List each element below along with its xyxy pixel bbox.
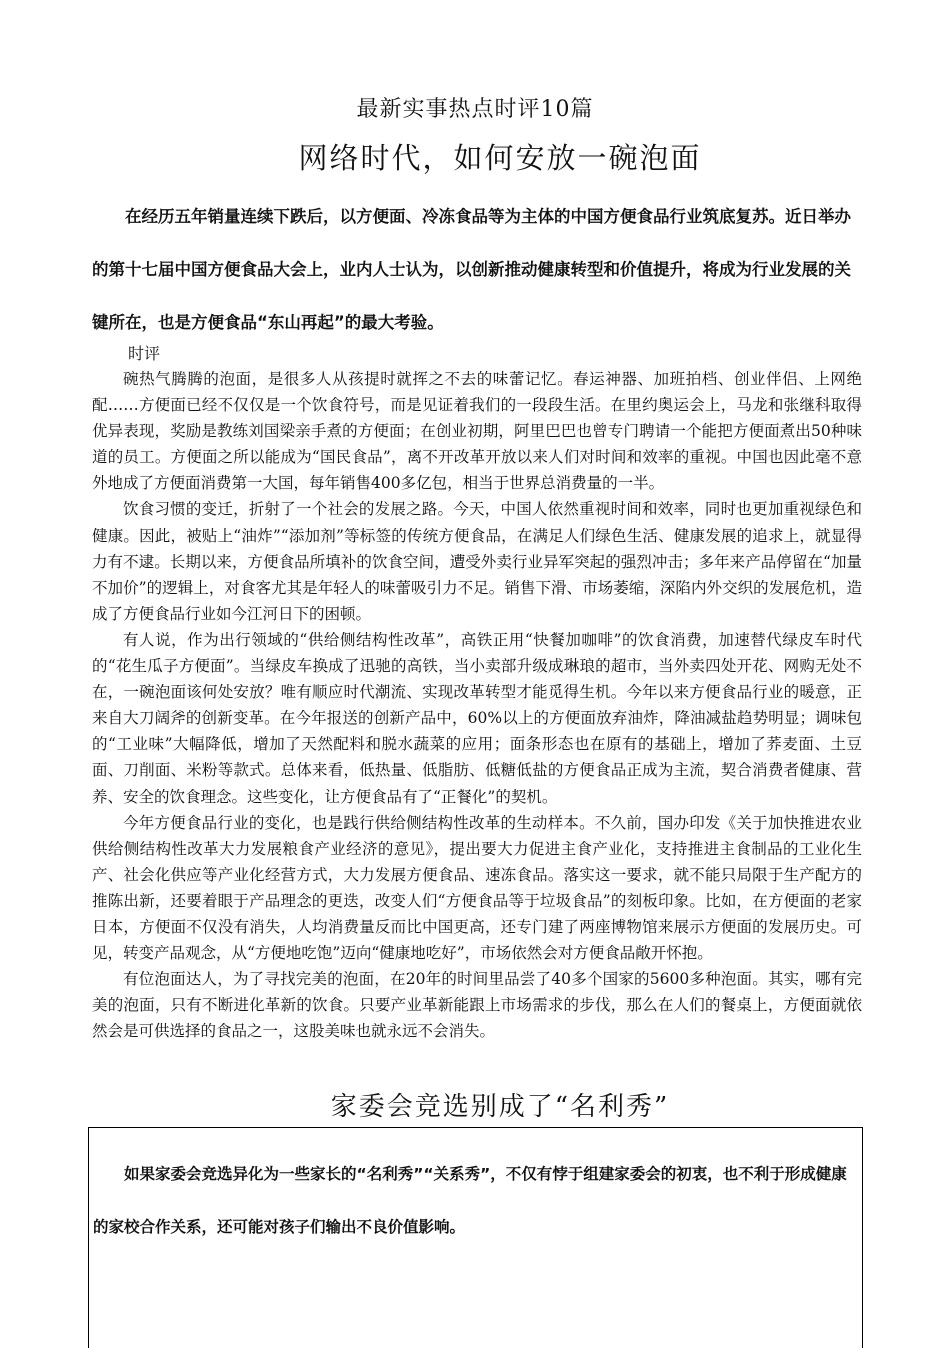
body-paragraph: 有位泡面达人，为了寻找完美的泡面，在20年的时间里品尝了40多个国家的5600多种泡面。其实，哪有完美的泡面，只有不断进化革新的饮食。只要产业革新能跟上市场需求的步伐，那么在人们的餐桌上，方便面就依然会是可供选择的食品之一，这股美味也就永远不会消失。: [92, 970, 862, 1041]
second-article-title: 家委会竞选别成了“名利秀”: [330, 1092, 670, 1122]
body-paragraph: 饮食习惯的变迁，折射了一个社会的发展之路。今天，中国人依然重视时间和效率，同时也更加重视绿色和健康。因此，被贴上“油炸”“添加剂”等标签的传统方便食品，在满足人们绿色生活、健康发展的追求上，就显得力有不逮。长期以来，方便食品所填补的饮食空间，遭受外卖行业异军突起的强烈冲击；多年来产品停留在“加量不加价”的逻辑上，对食客尤其是年轻人的味蕾吸引力不足。销售下滑、市场萎缩，深陷内外交织的发展危机，造成了方便食品行业如今江河日下的困顿。: [92, 500, 862, 623]
document-title: 最新实事热点时评10篇: [356, 97, 594, 122]
second-article-lead-box: [88, 1127, 863, 1348]
article-title: 网络时代，如何安放一碗泡面: [298, 141, 702, 175]
body-paragraph: 今年方便食品行业的变化，也是践行供给侧结构性改革的生动样本。不久前，国办印发《关于加快推进农业供给侧结构性改革大力发展粮食产业经济的意见》，提出要大力促进主食产业化，支持推进主食制品的工业化生产、社会化供应等产业化经营方式，大力发展方便食品、速冻食品。落实这一要求，就不能只局限于生产配方的推陈出新，还要着眼于产品理念的更迭，改变人们“方便食品等于垃圾食品”的刻板印象。比如，在方便面的老家日本，方便面不仅没有消失，人均消费量反而比中国更高，还专门建了两座博物馆来展示方便面的发展历史。可见，转变产品观念，从“方便地吃饱”迈向“健康地吃好”，市场依然会对方便食品敞开怀抱。: [92, 813, 862, 963]
body-paragraph: 有人说，作为出行领域的“供给侧结构性改革”，高铁正用“快餐加咖啡”的饮食消费，加速替代绿皮车时代的“花生瓜子方便面”。当绿皮车换成了迅驰的高铁，当小卖部升级成琳琅的超市，当外卖四处开花、网购无处不在，一碗泡面该何处安放？唯有顺应时代潮流、实现改革转型才能觅得生机。今年以来方便食品行业的暖意，正来自大刀阔斧的创新变革。在今年报送的创新产品中，60%以上的方便面放弃油炸，降油减盐趋势明显；调味包的“工业味”大幅降低，增加了天然配料和脱水蔬菜的应用；面条形态也在原有的基础上，增加了荞麦面、土豆面、刀削面、米粉等款式。总体来看，低热量、低脂肪、低糖低盐的方便食品正成为主流，契合消费者健康、营养、安全的饮食理念。这些变化，让方便食品有了“正餐化”的契机。: [92, 630, 862, 806]
second-article-lead: 如果家委会竞选异化为一些家长的“名利秀”“关系秀”，不仅有悖于组建家委会的初衷，也不利于形成健康的家校合作关系，还可能对孩子们输出不良价值影响。: [93, 1165, 847, 1236]
section-label: 时评: [128, 344, 161, 363]
lead-paragraph: 在经历五年销量连续下跌后，以方便面、冷冻食品等为主体的中国方便食品行业筑底复苏。近日举办的第十七届中国方便食品大会上，业内人士认为，以创新推动健康转型和价值提升，将成为行业发展的关键所在，也是方便食品“东山再起”的最大考验。: [92, 207, 851, 332]
article-body: [92, 366, 862, 1044]
article-lead: [92, 190, 862, 349]
body-paragraph: 碗热气腾腾的泡面，是很多人从孩提时就挥之不去的味蕾记忆。春运神器、加班拍档、创业伴侣、上网绝配……方便面已经不仅仅是一个饮食符号，而是见证着我们的一段段生活。在里约奥运会上，马龙和张继科取得优异表现，奖励是教练刘国梁亲手煮的方便面；在创业初期，阿里巴巴也曾专门聘请一个能把方便面煮出50种味道的员工。方便面之所以能成为“国民食品”，离不开改革开放以来人们对时间和效率的重视。中国也因此毫不意外地成了方便面消费第一大国，每年销售400多亿包，相当于世界总消费量的一半。: [92, 370, 862, 493]
